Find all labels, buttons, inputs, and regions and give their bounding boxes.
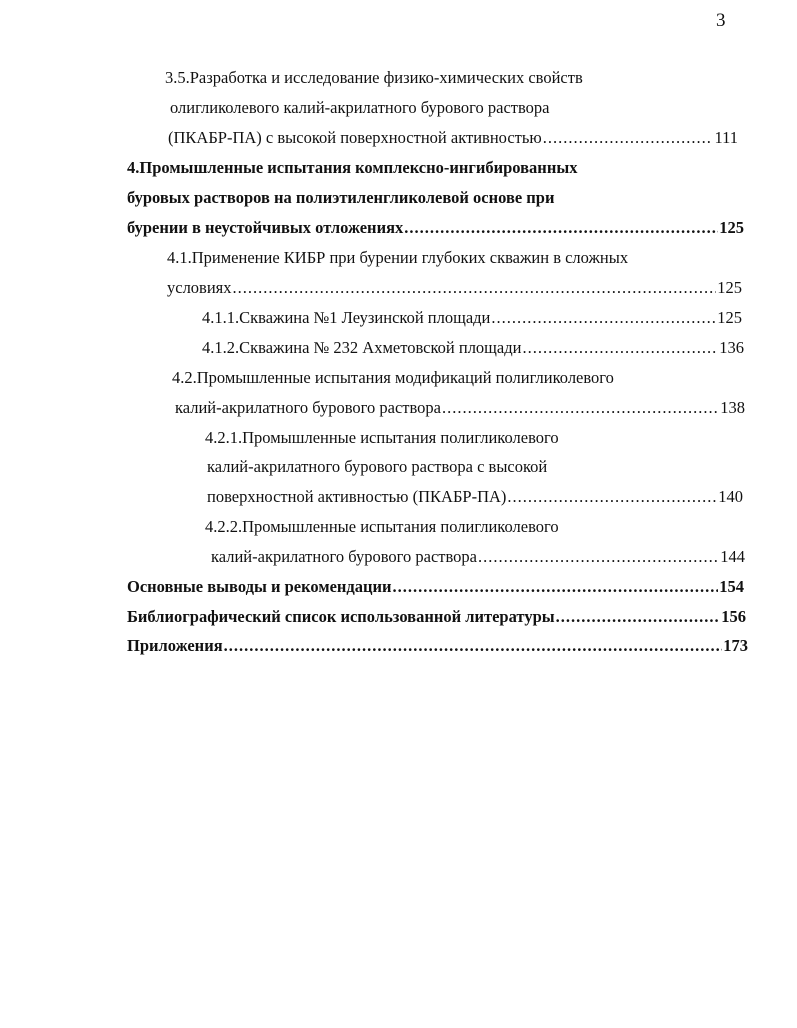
toc-entry-page: 156 xyxy=(721,607,746,626)
toc-entry[interactable] xyxy=(167,278,742,298)
toc-entry-title: Библиографический список использованной литературы xyxy=(127,607,555,626)
toc-chapter-line: 4.Промышленные испытания комплексно-ингибированных xyxy=(127,158,578,177)
toc-leader xyxy=(233,278,717,298)
toc-line: 4.2.2.Промышленные испытания полигликолевого xyxy=(205,517,559,536)
toc-leader xyxy=(478,547,719,567)
toc-entry-page: 138 xyxy=(720,398,745,417)
toc-entry-title: бурении в неустойчивых отложениях xyxy=(127,218,404,237)
toc-entry-page: 111 xyxy=(714,128,738,147)
toc-entry[interactable] xyxy=(202,308,742,328)
toc-entry-title: (ПКАБР-ПА) с высокой поверхностной активностью xyxy=(168,128,542,147)
toc-entry-title: 4.1.2.Скважина № 232 Ахметовской площади xyxy=(202,338,522,357)
toc-entry-title: условиях xyxy=(167,278,232,297)
toc-leader xyxy=(507,487,717,507)
toc-entry-title: поверхностной активностью (ПКАБР-ПА) xyxy=(207,487,507,506)
toc-leader xyxy=(491,308,716,328)
toc-entry-title: Приложения xyxy=(127,636,223,655)
page-number: 3 xyxy=(716,10,726,31)
toc-entry[interactable] xyxy=(127,218,744,238)
toc-entry-title: 4.1.1.Скважина №1 Леузинской площади xyxy=(202,308,491,327)
toc-entry[interactable] xyxy=(211,547,745,567)
toc-entry[interactable] xyxy=(127,577,744,597)
toc-line: олигликолевого калий-акрилатного бурового раствора xyxy=(170,98,550,117)
toc-chapter-line: буровых растворов на полиэтиленгликолевой основе при xyxy=(127,188,555,207)
toc-entry-title: Основные выводы и рекомендации xyxy=(127,577,392,596)
toc-entry[interactable] xyxy=(127,636,748,656)
toc-entry-page: 125 xyxy=(717,278,742,297)
toc-entry[interactable] xyxy=(202,338,744,358)
toc-entry-page: 144 xyxy=(720,547,745,566)
toc-leader xyxy=(543,128,714,148)
toc-leader xyxy=(522,338,718,358)
toc-entry[interactable] xyxy=(175,398,745,418)
toc-entry-page: 125 xyxy=(717,308,742,327)
toc-entry[interactable] xyxy=(207,487,743,507)
toc-line: 3.5.Разработка и исследование физико-химических свойств xyxy=(165,68,583,87)
toc-entry-page: 125 xyxy=(719,218,744,237)
toc-leader xyxy=(404,218,718,238)
toc-entry-page: 140 xyxy=(718,487,743,506)
toc-entry-page: 173 xyxy=(723,636,748,655)
toc-entry-page: 136 xyxy=(719,338,744,357)
toc-entry[interactable] xyxy=(168,128,738,148)
toc-leader xyxy=(224,636,723,656)
toc-leader xyxy=(556,607,721,627)
toc-leader xyxy=(442,398,719,418)
toc-line: 4.2.1.Промышленные испытания полигликолевого xyxy=(205,428,559,447)
toc-entry-page: 154 xyxy=(719,577,744,596)
toc-line: 4.2.Промышленные испытания модификаций полигликолевого xyxy=(172,368,614,387)
toc-leader xyxy=(393,577,719,597)
toc-line: калий-акрилатного бурового раствора с высокой xyxy=(207,457,548,476)
toc-entry-title: калий-акрилатного бурового раствора xyxy=(211,547,477,566)
toc-entry-title: калий-акрилатного бурового раствора xyxy=(175,398,441,417)
toc-line: 4.1.Применение КИБР при бурении глубоких скважин в сложных xyxy=(167,248,629,267)
toc-entry[interactable] xyxy=(127,607,746,627)
